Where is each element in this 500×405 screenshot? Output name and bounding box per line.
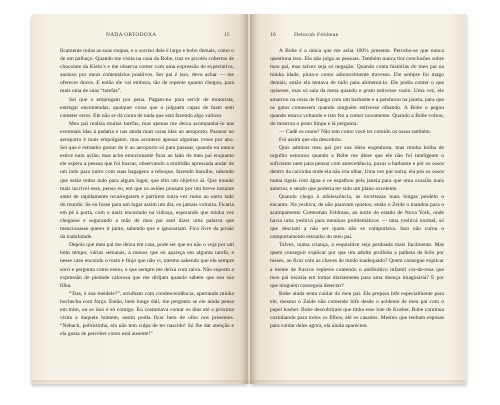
left-paragraph: Depois que meu pai me deixa em casa, pode ser que eu não o veja por um bom tempo; várias semanas, a menos que eu apareça em alguma tarefa, e nesse caso encondo o rosto e finjo que não vi, mesmo sabendo que ele sempre sorri e pergunta como estou, o que sempre me deixa com raiva. Não suporto a expressão de piedade calorosa que me dirijam quando sabem que sou sua filha. bbox=[60, 242, 234, 289]
right-paragraph: Quando chego à adolescência, as incertezas mais longas perdem o encanto. Na yeshiva, de não paravam quietos; então o Zeide o mandou para o acampamento Gottesman Feldman, ao norte do estado de Nova York, onde havia uma yeshivá para meninos problemáticos — uma yeshivá normal, só que desciam a não ser quem não se comportava. Isso não curou o comportamento estranho do meu pai. bbox=[270, 193, 444, 241]
left-paragraph: Meu pai realiza muitas tarefas, mas apenas me deixa acompanhá-lo nas eventuais idas à padaria e nas ainda mais raras idas ao aeroporto. Passear no aeroporto é mais empolgante, mas acontece apenas algumas vezes por ano. Sei que é estranho gostar de ir ao aeroporto só para passear, quando eu nunca estive num avião, mas acho emocionante ficar ao lado do meu pai enquanto ele espera a pessoa que foi buscar, observando a multidão apressada andar de um lado para outro com suas bagagens a reboque, fazendo barulho, sabendo que estão todos indo para algum lugar, que têm um objetivo aí. Que mundo mais incrível esse, penso eu, em que os aviões pousam por um breve instante antes de rapidamente recarregarem e partirem outra vez rumo ao outro lado do mundo. Se eu fosse para um lugar assim um dia, eu jamais voltaria. Ficaria em pé à porta, com o nariz encostado na vidraça, esperando que minha vez chegasse e segurando a mão de meu pai sem dizer uma palavra que mencionasse querer ir junto, sabendo que o ignorariam. Fico livre da prisão da inabilidade. bbox=[60, 120, 234, 241]
right-page-content bbox=[270, 32, 444, 374]
right-body-text bbox=[270, 47, 444, 330]
left-page-number: 15 bbox=[224, 32, 230, 38]
left-paragraph: “Tsss, é sua meidele?”, arrulham com condescendência, apertando minha bochecha com força. Então, bem longe dali, me pergunto se ele ainda pensa em mim, ou se isso é só comigo. Eu costumava contar os dias até a próxima visita a daquele homem, assim podia ficar bem de olho nos presentes. “Nebach, pobrezinha, ela não tem culpa de ter nascido! Só lhe dar atenção e ela gosta de perceber como está ausente!” bbox=[60, 290, 234, 338]
left-page-content bbox=[60, 32, 234, 374]
right-paragraph: Quis admirar meu pai por sua ideia engenhosa, mas minha bolha de orgulho estourou quando a Bobe me disse que ele não foi inteligente o suficiente nem para pensar com antecedência, puxar o barbante e pôr os ossos dentro da caixinha onde ela não iria olhar. Uma vez por outra, ela pôs os ossos numa tigela com água e os espalhou pela janela para que uma ocasião mais anterior, e sendo que poderia ter sido um plano excelente. bbox=[270, 145, 444, 192]
left-running-header bbox=[60, 32, 234, 41]
left-running-head: NADA ORTODOXA bbox=[106, 32, 157, 38]
right-page-number: 16 bbox=[270, 32, 276, 38]
right-paragraph: Bobe ainda tenta cuidar do meu pai. Ela prepara bife especialmente para ele, mesmo o Zeide não comendo bife desde o acidente de meu pai com o papel kosher. Bobe descobriram que tinha esse lote de Kosher. Bobe continua cozinhando para todos os filhos, até os casados. Mesmo que tenham esposas para cuidar deles agora, ela ainda aparecem. bbox=[270, 290, 444, 330]
right-paragraph: A Bobe é a única que me acha 100% presente. Percebo-se que nunca questiona isso. Ela não julga as pessoas. Também nunca tira conclusões sobre meu pai, mas talvez seja só negação. Quando conta histórias do meu pai na minha idade, pinta-o como adoravelmente travesso. Ele sempre foi mago demais, então ela tentava de tudo para alimentá-lo. Ele podia comer o que quisesse, mas só saía da mesa quando o prato estivesse vazio. Uma vez, ele amarrou na cesta de frango com um barbante e a pendurou na janela, para que os gatos comessem quando ninguém estivesse olhando. A Bobe o pegou quando estava voltando e isto fez a comer novamente. Quando a Bobe voltou, do mostrou o prato limpo e lá pergunta: bbox=[270, 48, 444, 127]
open-book bbox=[32, 14, 466, 392]
right-page bbox=[250, 14, 466, 384]
left-paragraph: Sei que o empregam por pena. Pagam-no para servir de motorista, entregar encomendas, qualquer coisa que o julguem capaz de fazer sem cometer erros. Ele não se dá conta de nada que está fazendo algo valioso. bbox=[60, 96, 234, 119]
right-paragraph: Foi assim que ela descobriu. bbox=[279, 137, 343, 144]
right-running-head: Deborah Feldman bbox=[294, 32, 339, 38]
right-running-header bbox=[270, 32, 444, 41]
right-paragraph: — Cadê os ossos? Não tem como você ter comido os ossos também. bbox=[279, 128, 432, 135]
left-page bbox=[32, 14, 248, 384]
left-paragraph: ficamente todas as suas roupas, e o sorriso dele é largo e bobo demais, como o de um palhaço. Quando me visita na casa da Bobe, traz os picolés cobertos de chocolate da Klein’s e me observa comer com uma expressão de expectativa, ansioso por meus comentários positivos. Ser pai é isso, devo achar — me oferecer doces. E então ele vai embora, tão de repente quanto chegou, para mais uma de suas “tarefas”. bbox=[60, 48, 234, 95]
left-body-text bbox=[60, 47, 234, 338]
right-paragraph: Talvez, numa criança, a esquisitice seja perdoada mais facilmente. Mas quem conseguir explicar por que um adulto proíbida a palheta de bolo por meses, ao ficar com as chaves de modo inadequado? Quem consegue explicar a mente de frascos repletos contendo o antibiótico infantil cor-de-rosa que meu pai insistia em tomar diariamente para uma doença imaginária? E por que ninguém conseguia detectar? bbox=[270, 242, 444, 289]
page-bottom-shadow bbox=[32, 380, 466, 388]
